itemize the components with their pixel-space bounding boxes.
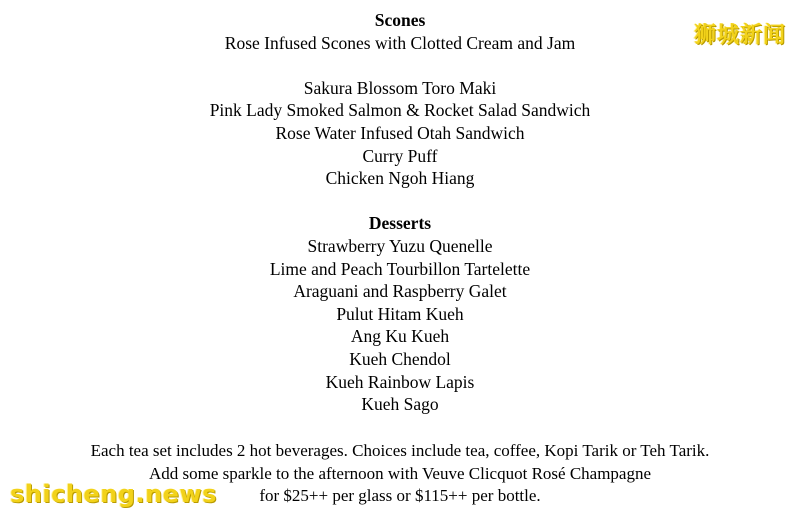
scones-heading: Scones bbox=[374, 10, 426, 30]
menu-item-pulut-hitam: Pulut Hitam Kueh bbox=[336, 303, 464, 324]
menu-item-otah-sandwich: Rose Water Infused Otah Sandwich bbox=[275, 122, 525, 143]
watermark-chinese: 狮城新闻 bbox=[693, 23, 786, 48]
menu-item-kueh-chendol: Kueh Chendol bbox=[349, 348, 451, 369]
menu-item-ang-ku-kueh: Ang Ku Kueh bbox=[350, 326, 450, 347]
menu-item-tourbillon-tartelette: Lime and Peach Tourbillon Tartelette bbox=[269, 258, 531, 279]
section-gap bbox=[0, 54, 800, 77]
footer-beverages-note: Each tea set includes 2 hot beverages. Choices include tea, coffee, Kopi Tarik or Teh Tarik. bbox=[90, 441, 710, 460]
menu-item-curry-puff: Curry Puff bbox=[362, 145, 438, 166]
menu-item-yuzu-quenelle: Strawberry Yuzu Quenelle bbox=[307, 235, 493, 256]
menu-item-ngoh-hiang: Chicken Ngoh Hiang bbox=[325, 168, 475, 189]
desserts-heading: Desserts bbox=[368, 213, 432, 234]
footer-price-note: for $25++ per glass or $115++ per bottle. bbox=[259, 486, 541, 506]
menu-item-scones: Rose Infused Scones with Clotted Cream and Jam bbox=[224, 32, 576, 53]
menu-item-kueh-sago: Kueh Sago bbox=[361, 394, 439, 415]
footer-champagne-note: Add some sparkle to the afternoon with Veuve Clicquot Rosé Champagne bbox=[148, 463, 652, 483]
menu-item-toro-maki: Sakura Blossom Toro Maki bbox=[303, 77, 497, 98]
menu-item-salmon-sandwich: Pink Lady Smoked Salmon & Rocket Salad Sandwich bbox=[209, 100, 591, 121]
watermark-site: shicheng.news bbox=[10, 480, 217, 508]
menu-item-raspberry-galet: Araguani and Raspberry Galet bbox=[293, 281, 507, 302]
section-gap bbox=[0, 190, 800, 213]
menu-item-rainbow-lapis: Kueh Rainbow Lapis bbox=[325, 371, 475, 392]
menu-content bbox=[0, 9, 800, 416]
